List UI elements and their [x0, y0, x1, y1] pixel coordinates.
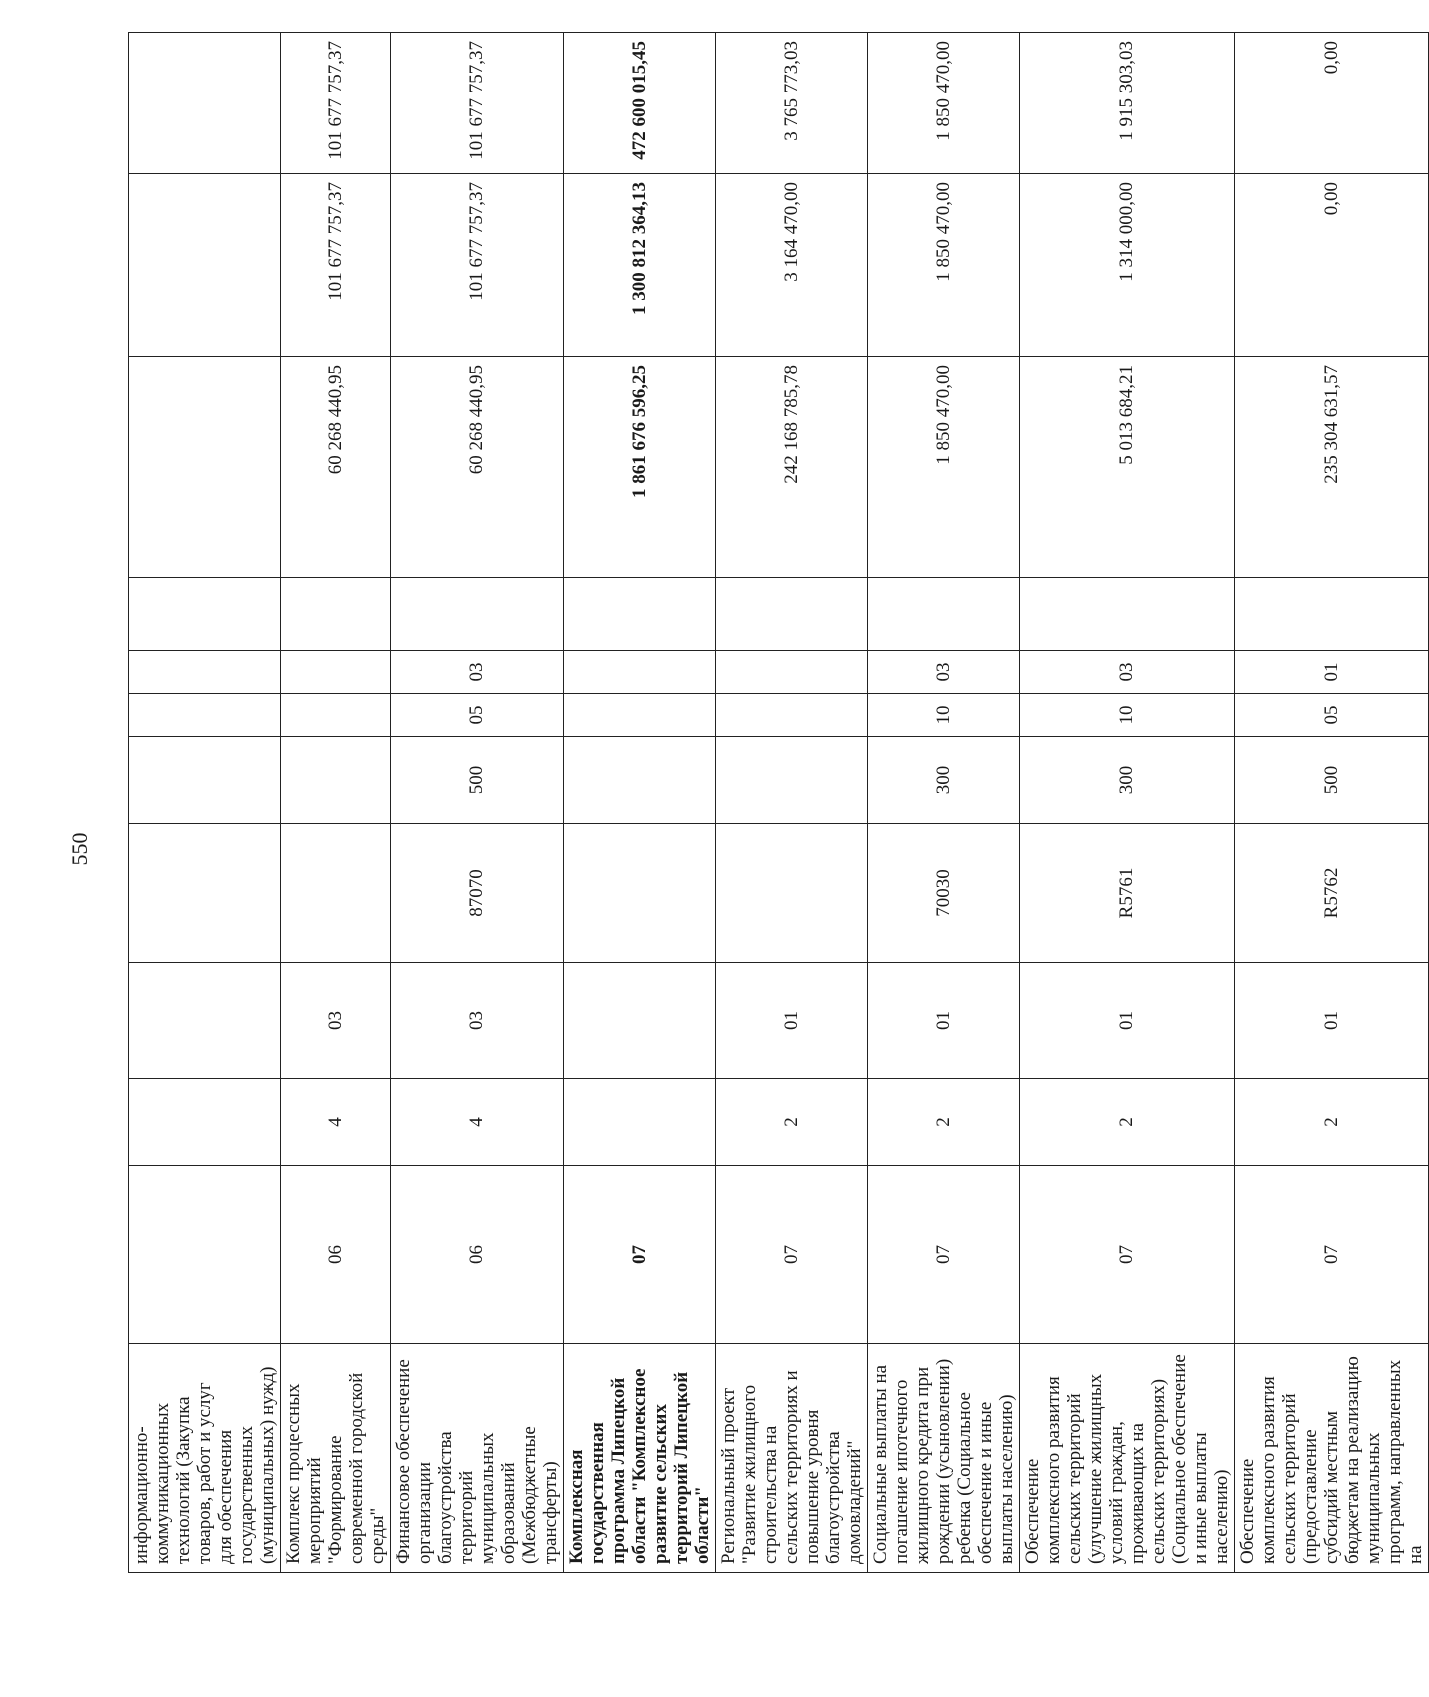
table-row	[1020, 33, 1235, 1573]
budget-item-name: Финансовое обеспечение организации благоустройства территорий муниципальных образований (Межбюджетные трансферты)	[391, 1344, 564, 1573]
project-code-cell: 03	[391, 963, 564, 1079]
amount-year3-cell: 1 850 470,00	[868, 33, 1020, 174]
project-code-cell: 01	[1020, 963, 1235, 1079]
program-code-cell: 07	[716, 1166, 868, 1344]
project-code-cell	[564, 963, 716, 1079]
table-row	[281, 33, 391, 1573]
subprogram-type-cell: 2	[716, 1079, 868, 1166]
budget-item-name: Обеспечение комплексного развития сельских территорий (улучшение жилищных условий граждан, проживающих на сельских территориях) (Социальное обеспечение и иные выплаты населению)	[1020, 1344, 1235, 1573]
subsection-cell: 03	[1020, 651, 1235, 694]
direction-code-cell	[564, 824, 716, 963]
amount-year3-cell: 101 677 757,37	[281, 33, 391, 174]
amount-year1-cell: 235 304 631,57	[1235, 357, 1429, 578]
budget-item-name: Социальные выплаты на погашение ипотечного жилищного кредита при рождении (усыновлении) ребенка (Социальное обеспечение и иные выплаты населению)	[868, 1344, 1020, 1573]
empty-code-cell	[716, 578, 868, 651]
program-code-cell: 07	[868, 1166, 1020, 1344]
section-cell: 05	[1235, 694, 1429, 737]
amount-year3-cell: 101 677 757,37	[391, 33, 564, 174]
section-cell	[716, 694, 868, 737]
table-row	[129, 33, 281, 1573]
direction-code-cell	[716, 824, 868, 963]
program-code-cell: 07	[1020, 1166, 1235, 1344]
section-cell: 10	[1020, 694, 1235, 737]
amount-year2-cell	[129, 174, 281, 357]
project-code-cell: 03	[281, 963, 391, 1079]
budget-item-name: Комплекс процессных мероприятий "Формирование современной городской среды"	[281, 1344, 391, 1573]
budget-item-name: Обеспечение комплексного развития сельских территорий (предоставление субсидий местным бюджетам на реализацию муниципальных программ, направленных на	[1235, 1344, 1429, 1573]
amount-year3-cell: 3 765 773,03	[716, 33, 868, 174]
amount-year1-cell: 5 013 684,21	[1020, 357, 1235, 578]
project-code-cell: 01	[1235, 963, 1429, 1079]
page-number: 550	[67, 832, 92, 866]
empty-code-cell	[1020, 578, 1235, 651]
section-cell	[281, 694, 391, 737]
direction-code-cell	[281, 824, 391, 963]
table-row	[564, 33, 716, 1573]
empty-code-cell	[1235, 578, 1429, 651]
section-cell	[564, 694, 716, 737]
table-body	[129, 33, 1429, 1573]
amount-year3-cell: 0,00	[1235, 33, 1429, 174]
expense-type-cell	[564, 737, 716, 824]
subsection-cell	[716, 651, 868, 694]
amount-year3-cell: 472 600 015,45	[564, 33, 716, 174]
subprogram-type-cell	[564, 1079, 716, 1166]
expense-type-cell	[129, 737, 281, 824]
section-cell: 05	[391, 694, 564, 737]
amount-year3-cell	[129, 33, 281, 174]
amount-year1-cell: 1 861 676 596,25	[564, 357, 716, 578]
rotated-table-wrapper	[128, 41, 1426, 1573]
subsection-cell	[564, 651, 716, 694]
subprogram-type-cell: 4	[391, 1079, 564, 1166]
empty-code-cell	[281, 578, 391, 651]
expense-type-cell	[716, 737, 868, 824]
budget-table	[128, 32, 1429, 1573]
direction-code-cell	[129, 824, 281, 963]
amount-year3-cell: 1 915 303,03	[1020, 33, 1235, 174]
project-code-cell	[129, 963, 281, 1079]
expense-type-cell: 500	[1235, 737, 1429, 824]
subsection-cell	[281, 651, 391, 694]
subprogram-type-cell: 2	[868, 1079, 1020, 1166]
section-cell	[129, 694, 281, 737]
subsection-cell	[129, 651, 281, 694]
amount-year1-cell: 60 268 440,95	[391, 357, 564, 578]
project-code-cell: 01	[716, 963, 868, 1079]
direction-code-cell: R5762	[1235, 824, 1429, 963]
amount-year1-cell	[129, 357, 281, 578]
direction-code-cell: 87070	[391, 824, 564, 963]
amount-year2-cell: 1 314 000,00	[1020, 174, 1235, 357]
table-row	[868, 33, 1020, 1573]
project-code-cell: 01	[868, 963, 1020, 1079]
program-code-cell: 07	[564, 1166, 716, 1344]
amount-year2-cell: 1 850 470,00	[868, 174, 1020, 357]
program-code-cell: 06	[281, 1166, 391, 1344]
section-cell: 10	[868, 694, 1020, 737]
amount-year1-cell: 1 850 470,00	[868, 357, 1020, 578]
program-code-cell: 07	[1235, 1166, 1429, 1344]
table-row	[716, 33, 868, 1573]
program-code-cell: 06	[391, 1166, 564, 1344]
amount-year2-cell: 0,00	[1235, 174, 1429, 357]
table-row	[391, 33, 564, 1573]
direction-code-cell: R5761	[1020, 824, 1235, 963]
program-code-cell	[129, 1166, 281, 1344]
subsection-cell: 03	[391, 651, 564, 694]
amount-year1-cell: 242 168 785,78	[716, 357, 868, 578]
amount-year1-cell: 60 268 440,95	[281, 357, 391, 578]
amount-year2-cell: 3 164 470,00	[716, 174, 868, 357]
budget-item-name: Комплексная государственная программа Липецкой области "Комплексное развитие сельских территорий Липецкой области"	[564, 1344, 716, 1573]
amount-year2-cell: 101 677 757,37	[281, 174, 391, 357]
amount-year2-cell: 1 300 812 364,13	[564, 174, 716, 357]
table-row	[1235, 33, 1429, 1573]
direction-code-cell: 70030	[868, 824, 1020, 963]
subprogram-type-cell: 2	[1235, 1079, 1429, 1166]
empty-code-cell	[564, 578, 716, 651]
subprogram-type-cell: 2	[1020, 1079, 1235, 1166]
subsection-cell: 03	[868, 651, 1020, 694]
expense-type-cell	[281, 737, 391, 824]
expense-type-cell: 300	[1020, 737, 1235, 824]
budget-item-name: информационно-коммуникационных технологий (Закупка товаров, работ и услуг для обеспечения государственных (муниципальных) нужд)	[129, 1344, 281, 1573]
amount-year2-cell: 101 677 757,37	[391, 174, 564, 357]
subprogram-type-cell	[129, 1079, 281, 1166]
subsection-cell: 01	[1235, 651, 1429, 694]
empty-code-cell	[129, 578, 281, 651]
empty-code-cell	[868, 578, 1020, 651]
empty-code-cell	[391, 578, 564, 651]
expense-type-cell: 500	[391, 737, 564, 824]
subprogram-type-cell: 4	[281, 1079, 391, 1166]
budget-item-name: Региональный проект "Развитие жилищного строительства на сельских территориях и повышение уровня благоустройства домовладений"	[716, 1344, 868, 1573]
expense-type-cell: 300	[868, 737, 1020, 824]
